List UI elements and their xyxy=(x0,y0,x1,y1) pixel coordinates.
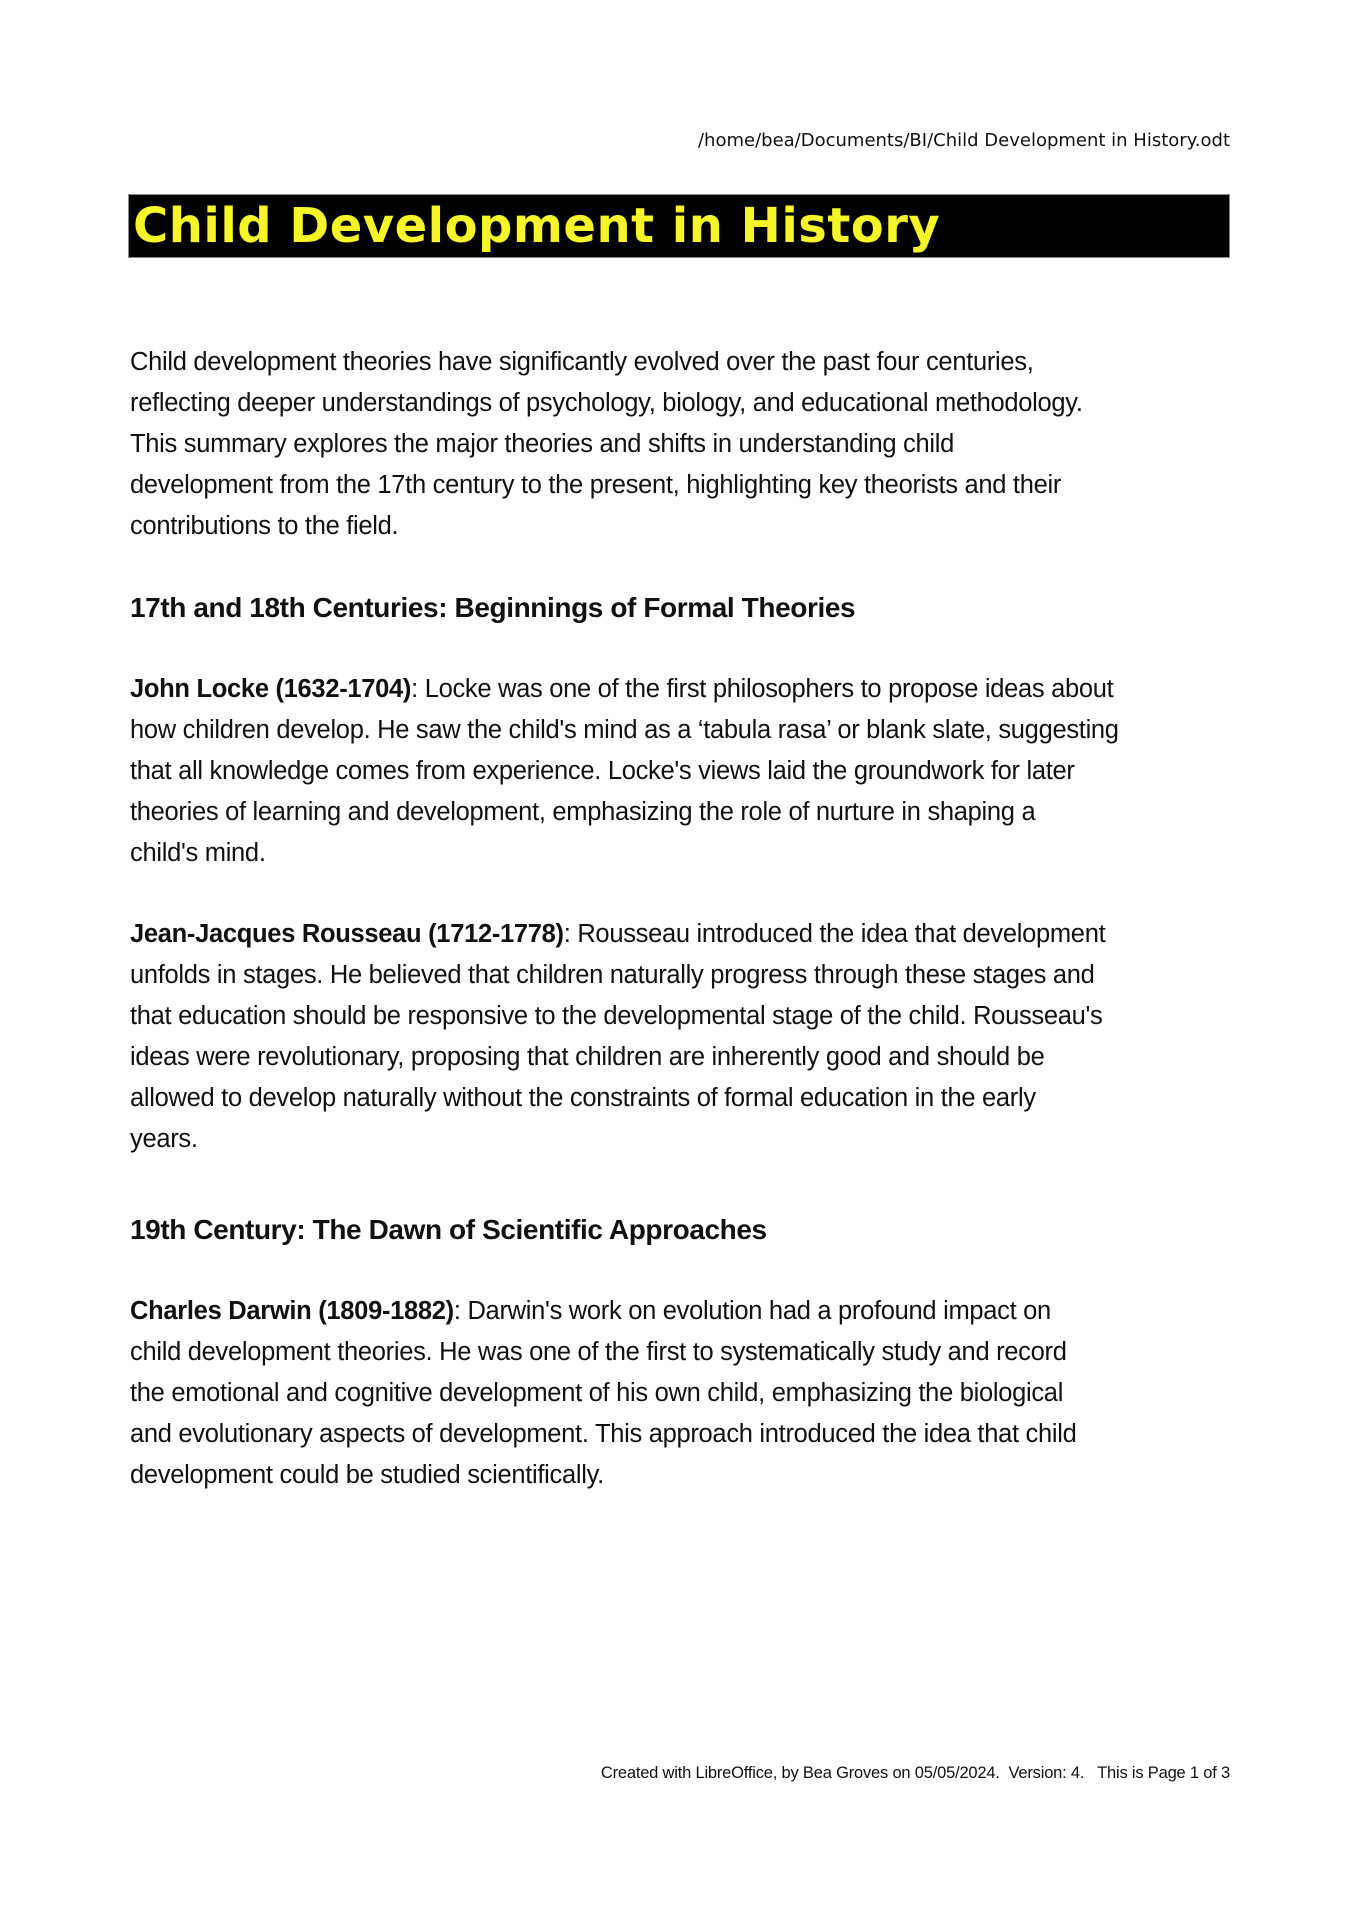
entry-line: unfolds in stages. He believed that children naturally progress through these stages and xyxy=(130,961,1095,989)
document-title: Child Development in History xyxy=(133,198,941,254)
entry-line: and evolutionary aspects of development. This approach introduced the idea that child xyxy=(130,1420,1077,1448)
intro-line: Child development theories have significantly evolved over the past four centuries, xyxy=(130,348,1034,376)
section-heading: 17th and 18th Centuries: Beginnings of Formal Theories xyxy=(130,592,856,623)
entry-line: how children develop. He saw the child's mind as a ‘tabula rasa’ or blank slate, suggesting xyxy=(130,716,1119,744)
entry-line: ideas were revolutionary, proposing that children are inherently good and should be xyxy=(130,1043,1045,1071)
entry-line: that education should be responsive to the developmental stage of the child. Rousseau's xyxy=(130,1002,1103,1030)
entry-text: : Rousseau introduced the idea that development xyxy=(563,920,1106,948)
entry-name: Jean-Jacques Rousseau (1712-1778) xyxy=(130,920,564,948)
intro-line: development from the 17th century to the present, highlighting key theorists and their xyxy=(130,471,1062,499)
entry-line: the emotional and cognitive development of his own child, emphasizing the biological xyxy=(130,1379,1064,1407)
entry-text: : Darwin's work on evolution had a profound impact on xyxy=(453,1297,1051,1325)
entry-name: Charles Darwin (1809-1882) xyxy=(130,1297,454,1325)
section-heading: 19th Century: The Dawn of Scientific Approaches xyxy=(130,1214,767,1245)
intro-line: This summary explores the major theories and shifts in understanding child xyxy=(130,430,954,458)
title-banner xyxy=(128,194,1230,258)
header-file-path: /home/bea/Documents/BI/Child Development in History.odt xyxy=(697,130,1230,151)
entry-first-line xyxy=(130,672,1113,706)
entry-line: development could be studied scientifically. xyxy=(130,1461,604,1489)
entry-line: allowed to develop naturally without the constraints of formal education in the early xyxy=(130,1084,1036,1112)
intro-line: contributions to the field. xyxy=(130,512,399,540)
entry-line: that all knowledge comes from experience. Locke's views laid the groundwork for later xyxy=(130,757,1075,785)
entry-line: years. xyxy=(130,1125,198,1153)
intro-line: reflecting deeper understandings of psychology, biology, and educational methodology. xyxy=(130,389,1083,417)
entry-first-line xyxy=(130,917,1105,951)
entry-text: : Locke was one of the first philosophers to propose ideas about xyxy=(411,675,1114,703)
entry-first-line xyxy=(130,1294,1051,1328)
entry-line: child development theories. He was one of the first to systematically study and record xyxy=(130,1338,1067,1366)
page-footer: Created with LibreOffice, by Bea Groves on 05/05/2024. Version: 4. This is Page 1 of 3 xyxy=(600,1764,1230,1782)
entry-line: child's mind. xyxy=(130,839,266,867)
entry-line: theories of learning and development, emphasizing the role of nurture in shaping a xyxy=(130,798,1036,826)
entry-name: John Locke (1632-1704) xyxy=(130,675,412,703)
